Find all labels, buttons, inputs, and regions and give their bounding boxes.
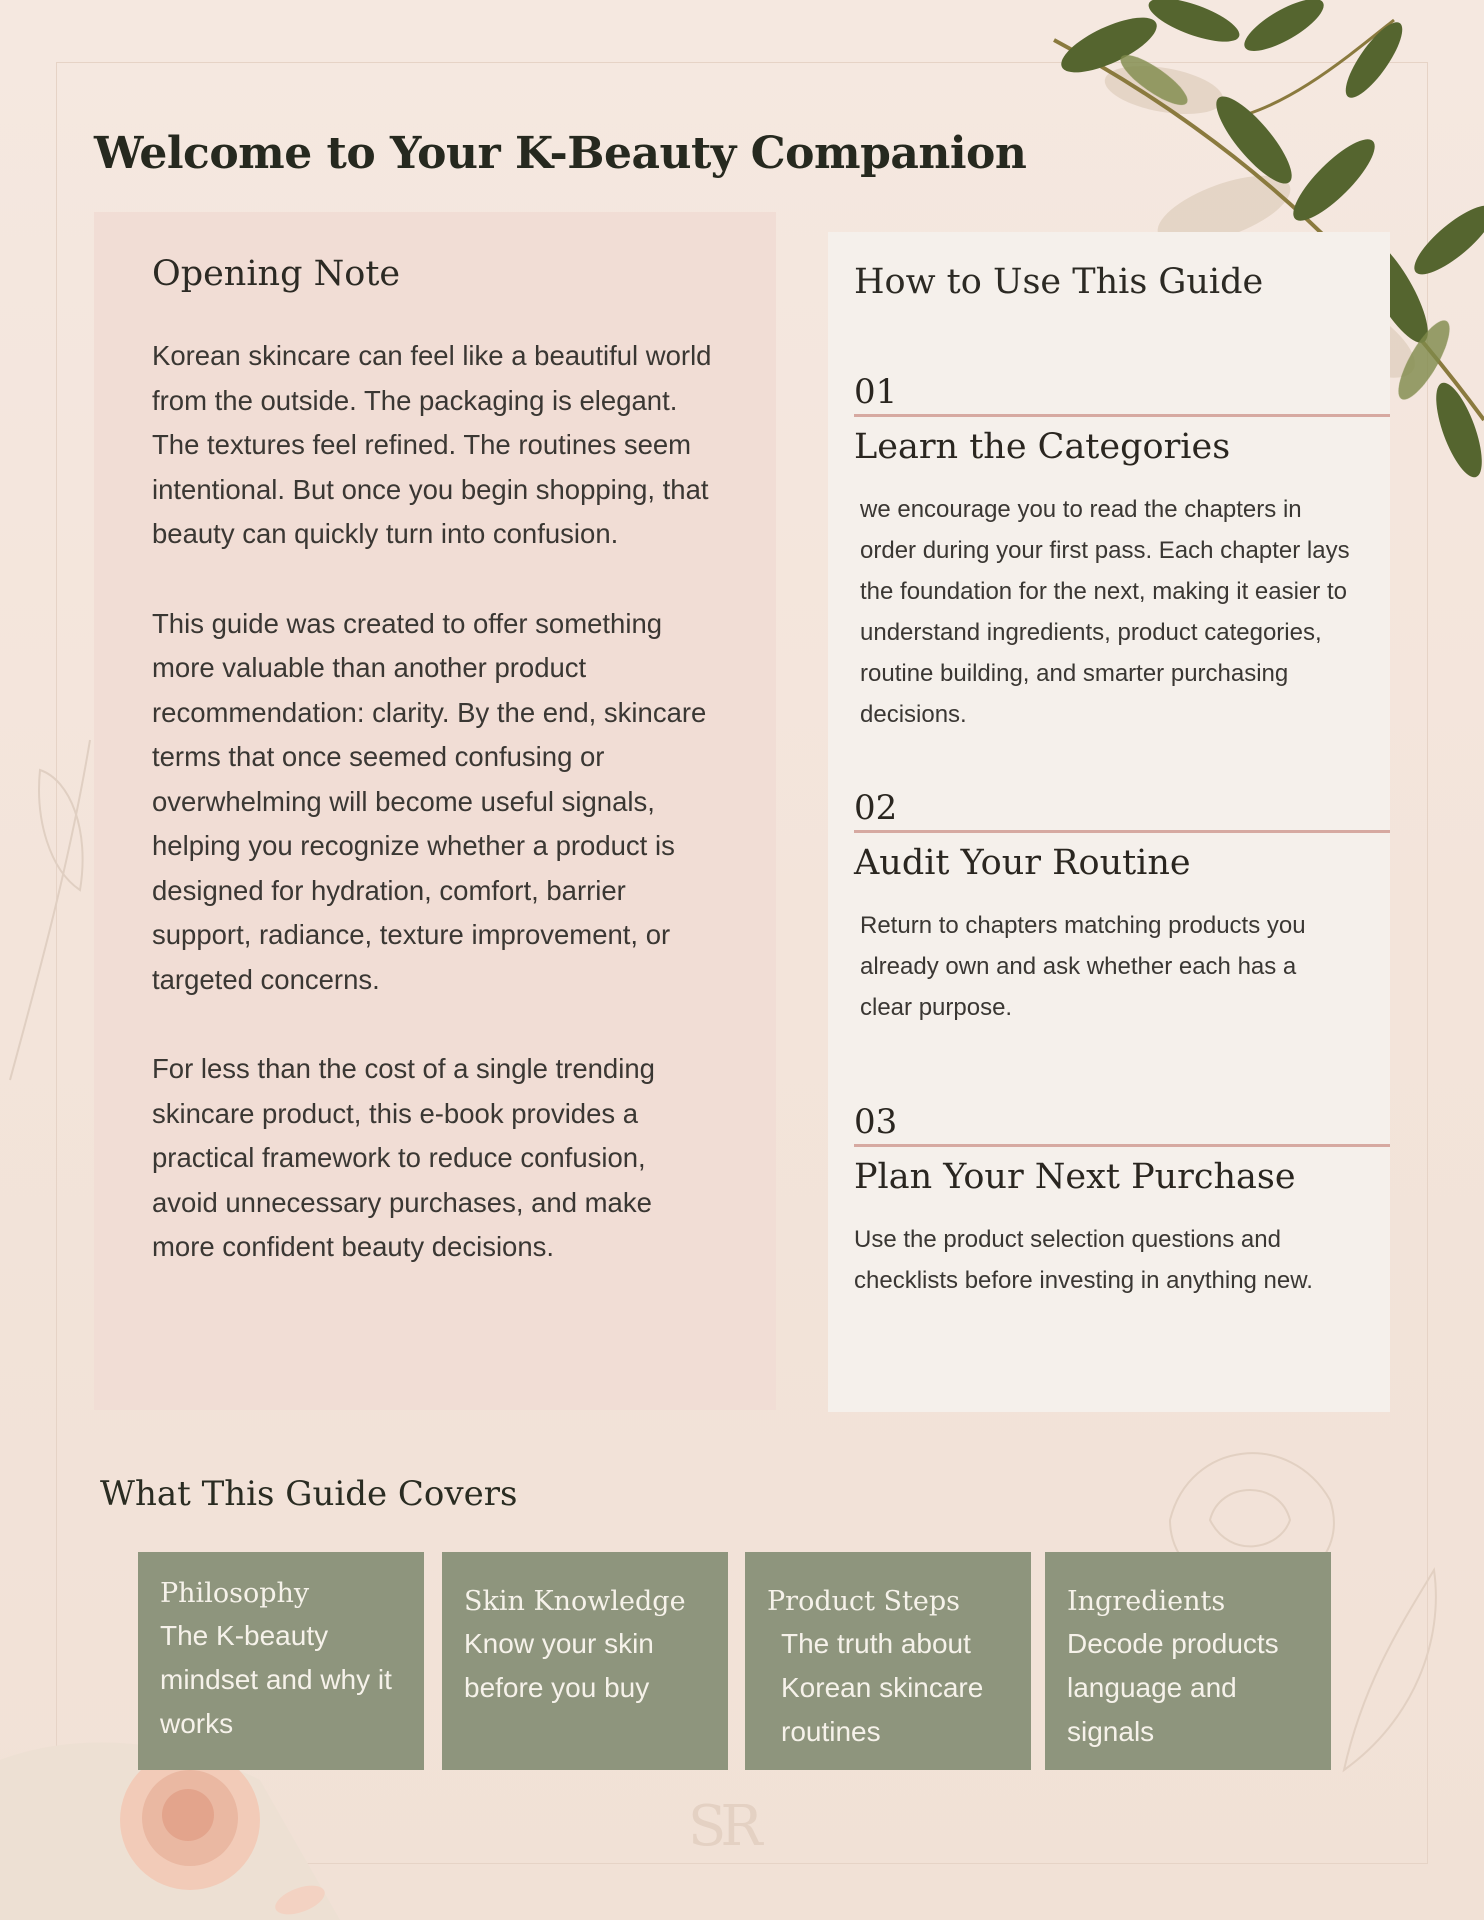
step-title: Plan Your Next Purchase [854,1157,1296,1197]
step-item [854,1102,1390,1301]
step-divider [854,1144,1390,1147]
step-number: 03 [854,1102,898,1142]
cover-card-body: The truth about Korean skincare routines [781,1628,984,1747]
step-item [854,372,1390,735]
how-to-use-heading: How to Use This Guide [854,262,1264,302]
step-divider [854,414,1390,417]
step-title: Learn the Categories [854,427,1231,467]
opening-paragraph: Korean skincare can feel like a beautiful world from the outside. The packaging is elegant. The textures feel refined. The routines seem intentional. But once you begin shopping, that beauty can quickly turn into confusion. [152,340,712,549]
step-number: 02 [854,788,898,828]
monogram-logo: SR [688,1794,757,1859]
opening-paragraph: This guide was created to offer something more valuable than another product recommendation: clarity. By the end, skincare terms that once seemed confusing or overwhelming will become useful signals, helping you recognize whether a product is designed for hydration, comfort, barrier support, radiance, texture improvement, or targeted concerns. [152,607,707,995]
cover-card-title: Skin Knowledge [464,1586,686,1617]
opening-paragraph: For less than the cost of a single trending skincare product, this e-book provides a practical framework to reduce confusion, avoid unnecessary purchases, and make more confident beauty decisions. [152,1053,655,1262]
cover-card-philosophy [138,1552,424,1770]
step-body: we encourage you to read the chapters in order during your first pass. Each chapter lays the foundation for the next, making it easier to understand ingredients, product categories, routine building, and smarter purchasing decisions. [860,496,1350,728]
leaf-sketch-decoration [1324,1560,1444,1780]
step-item [854,788,1390,1028]
how-to-use-card [828,232,1390,1412]
opening-note-card [94,212,776,1410]
step-body: Return to chapters matching products you already own and ask whether each has a clear purpose. [860,912,1306,1021]
cover-card-title: Philosophy [160,1578,310,1609]
cover-card-body: Know your skin before you buy [464,1628,654,1703]
step-divider [854,830,1390,833]
cover-card-title: Ingredients [1067,1586,1226,1617]
page-title: Welcome to Your K-Beauty Companion [94,128,1027,179]
step-body: Use the product selection questions and checklists before investing in anything new. [854,1226,1313,1294]
cover-card-product-steps [745,1552,1031,1770]
covers-heading: What This Guide Covers [100,1474,518,1514]
cover-card-body: Decode products language and signals [1067,1628,1279,1747]
step-title: Audit Your Routine [854,843,1191,883]
cover-card-skin-knowledge [442,1552,728,1770]
cover-card-title: Product Steps [767,1586,961,1617]
cover-card-ingredients [1045,1552,1331,1770]
step-number: 01 [854,372,898,412]
opening-note-heading: Opening Note [152,254,401,294]
cover-card-body: The K-beauty mindset and why it works [160,1620,392,1739]
